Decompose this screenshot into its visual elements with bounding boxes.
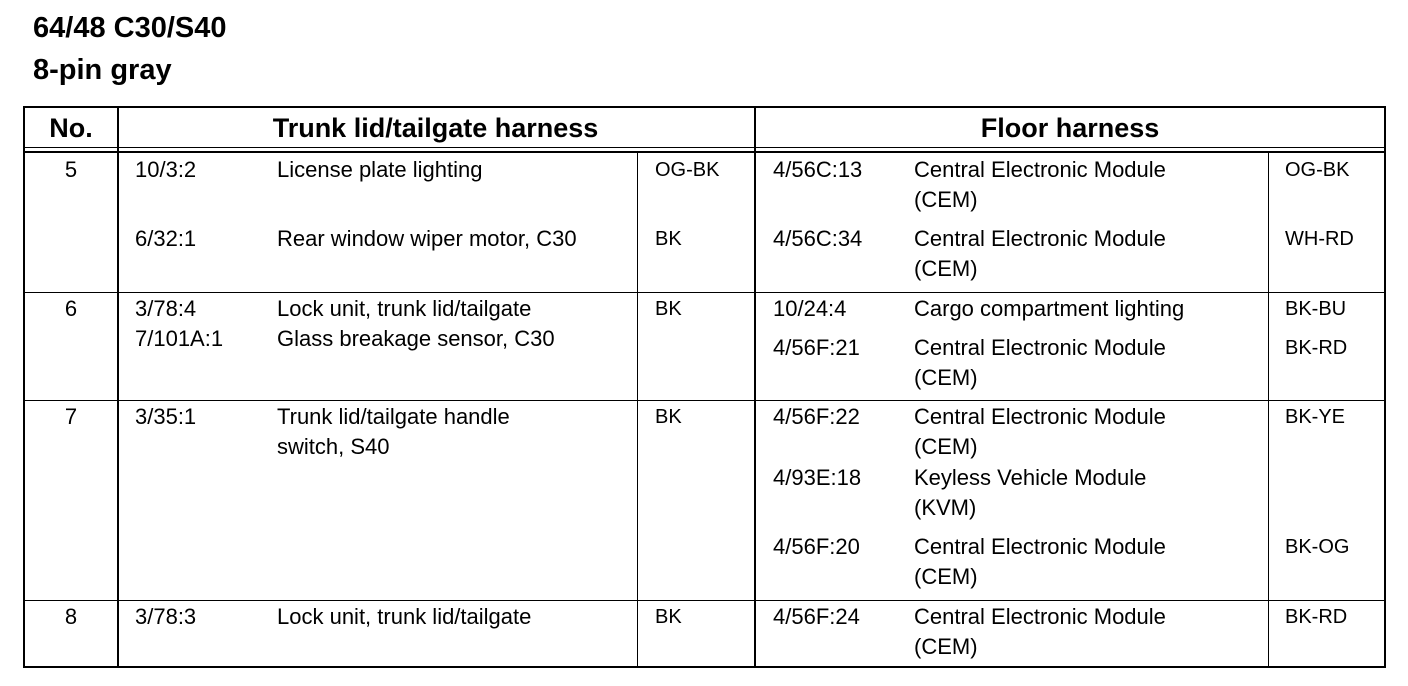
trunk-code: 10/3:2 xyxy=(135,157,197,182)
trunk-color: BK xyxy=(655,298,682,320)
pin-table xyxy=(23,106,1386,668)
floor-desc: Central Electronic Module xyxy=(914,604,1166,629)
floor-code: 4/56F:20 xyxy=(773,534,860,559)
header-floor-harness: Floor harness xyxy=(980,113,1160,143)
floor-color: WH-RD xyxy=(1285,228,1354,250)
page-title: 64/48 C30/S40 xyxy=(33,12,227,44)
floor-code: 4/56C:34 xyxy=(773,226,863,251)
floor-desc: Central Electronic Module xyxy=(914,534,1166,559)
page-subtitle: 8-pin gray xyxy=(33,54,172,86)
col-divider-trunk-color xyxy=(637,152,638,666)
row-divider xyxy=(25,292,1384,293)
floor-desc: (CEM) xyxy=(914,634,978,659)
trunk-code: 7/101A:1 xyxy=(135,326,224,351)
trunk-code: 6/32:1 xyxy=(135,226,197,251)
floor-color: BK-RD xyxy=(1285,606,1348,628)
trunk-color: BK xyxy=(655,606,682,628)
floor-desc: (CEM) xyxy=(914,187,978,212)
trunk-desc: Lock unit, trunk lid/tailgate xyxy=(277,604,532,629)
trunk-code: 3/78:4 xyxy=(135,296,197,321)
pin-number: 8 xyxy=(64,604,78,629)
floor-desc: Central Electronic Module xyxy=(914,404,1166,429)
header-trunk-harness: Trunk lid/tailgate harness xyxy=(272,113,599,143)
row-divider xyxy=(25,400,1384,401)
floor-code: 4/56F:21 xyxy=(773,335,860,360)
floor-color: BK-BU xyxy=(1285,298,1347,320)
pin-number: 6 xyxy=(64,296,78,321)
floor-desc: Central Electronic Module xyxy=(914,226,1166,251)
header-no: No. xyxy=(49,113,93,143)
trunk-code: 3/78:3 xyxy=(135,604,197,629)
floor-desc: (CEM) xyxy=(914,365,978,390)
floor-color: BK-OG xyxy=(1285,536,1350,558)
floor-desc: (CEM) xyxy=(914,434,978,459)
floor-code: 4/93E:18 xyxy=(773,465,862,490)
floor-color: BK-RD xyxy=(1285,337,1348,359)
floor-code: 4/56F:22 xyxy=(773,404,860,429)
floor-desc: Cargo compartment lighting xyxy=(914,296,1185,321)
trunk-desc: Rear window wiper motor, C30 xyxy=(277,226,577,251)
trunk-desc: Glass breakage sensor, C30 xyxy=(277,326,555,351)
trunk-color: OG-BK xyxy=(655,159,720,181)
floor-desc: (CEM) xyxy=(914,564,978,589)
pin-number: 7 xyxy=(64,404,78,429)
trunk-color: BK xyxy=(655,406,682,428)
floor-color: BK-YE xyxy=(1285,406,1346,428)
trunk-desc: switch, S40 xyxy=(277,434,390,459)
trunk-code: 3/35:1 xyxy=(135,404,197,429)
floor-code: 4/56C:13 xyxy=(773,157,863,182)
col-divider-harness xyxy=(754,108,756,666)
floor-code: 4/56F:24 xyxy=(773,604,860,629)
floor-color: OG-BK xyxy=(1285,159,1350,181)
floor-code: 10/24:4 xyxy=(773,296,847,321)
trunk-color: BK xyxy=(655,228,682,250)
header-rule-bottom xyxy=(25,151,1384,153)
pin-number: 5 xyxy=(64,157,78,182)
col-divider-no xyxy=(117,108,119,666)
floor-desc: Keyless Vehicle Module xyxy=(914,465,1147,490)
row-divider xyxy=(25,600,1384,601)
trunk-desc: License plate lighting xyxy=(277,157,483,182)
floor-desc: (CEM) xyxy=(914,256,978,281)
trunk-desc: Lock unit, trunk lid/tailgate xyxy=(277,296,532,321)
floor-desc: Central Electronic Module xyxy=(914,335,1166,360)
col-divider-floor-color xyxy=(1268,152,1269,666)
floor-desc: Central Electronic Module xyxy=(914,157,1166,182)
floor-desc: (KVM) xyxy=(914,495,977,520)
trunk-desc: Trunk lid/tailgate handle xyxy=(277,404,510,429)
